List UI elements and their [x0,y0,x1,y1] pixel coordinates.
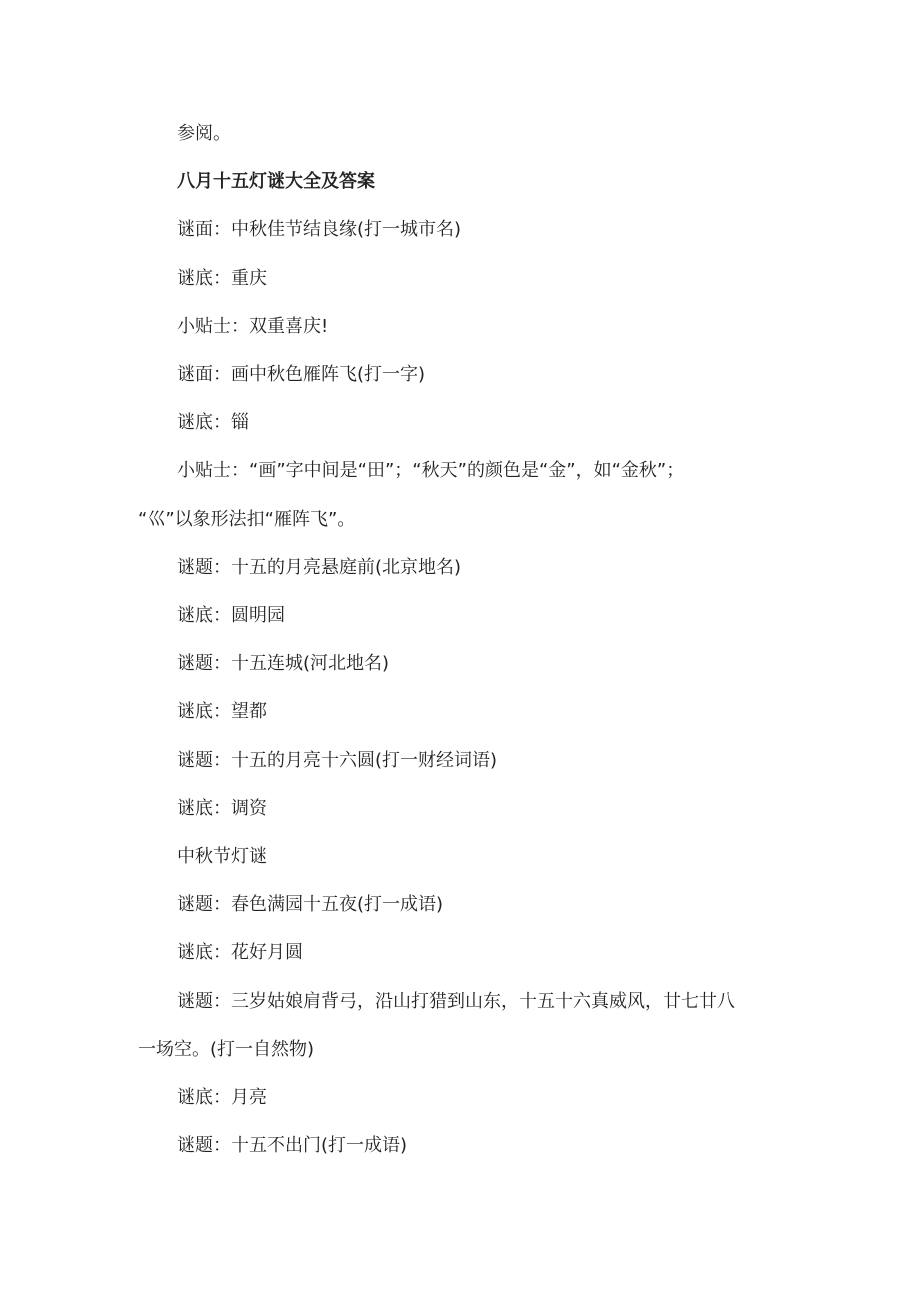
riddle-question: 谜面：中秋佳节结良缘(打一城市名) [177,219,462,241]
section-heading: 八月十五灯谜大全及答案 [177,171,375,193]
riddle-tip: 小贴士：双重喜庆! [177,315,329,337]
riddle-answer: 谜底：重庆 [177,267,267,289]
riddle-answer: 谜底：望都 [177,701,267,723]
riddle-question: 谜题：十五的月亮十六圆(打一财经词语) [177,749,498,771]
riddle-question: 谜面：画中秋色雁阵飞(打一字) [177,364,426,386]
riddle-tip: 小贴士：“画”字中间是“田”；“秋天”的颜色是“金”，如“金秋”； [177,460,685,482]
riddle-question: 谜题：十五连城(河北地名) [177,653,390,675]
riddle-question: 谜题：春色满园十五夜(打一成语) [177,894,444,916]
riddle-answer: 谜底：月亮 [177,1087,267,1109]
riddle-answer: 谜底：调资 [177,797,267,819]
riddle-question-continued: 一场空。(打一自然物) [138,1038,315,1060]
riddle-answer: 谜底：圆明园 [177,605,285,627]
subsection-title: 中秋节灯谜 [177,846,267,868]
riddle-answer: 谜底：花好月圆 [177,942,303,964]
riddle-answer: 谜底：锱 [177,412,249,434]
riddle-tip-continued: “巛”以象形法扣“雁阵飞”。 [138,508,356,530]
riddle-question: 谜题：十五不出门(打一成语) [177,1135,408,1157]
paragraph-reference: 参阅。 [177,123,231,144]
riddle-question: 谜题：十五的月亮悬庭前(北京地名) [177,556,462,578]
riddle-question: 谜题：三岁姑娘肩背弓，沿山打猎到山东，十五十六真威风，廿七廿八 [177,990,735,1012]
document-body [138,110,778,1170]
